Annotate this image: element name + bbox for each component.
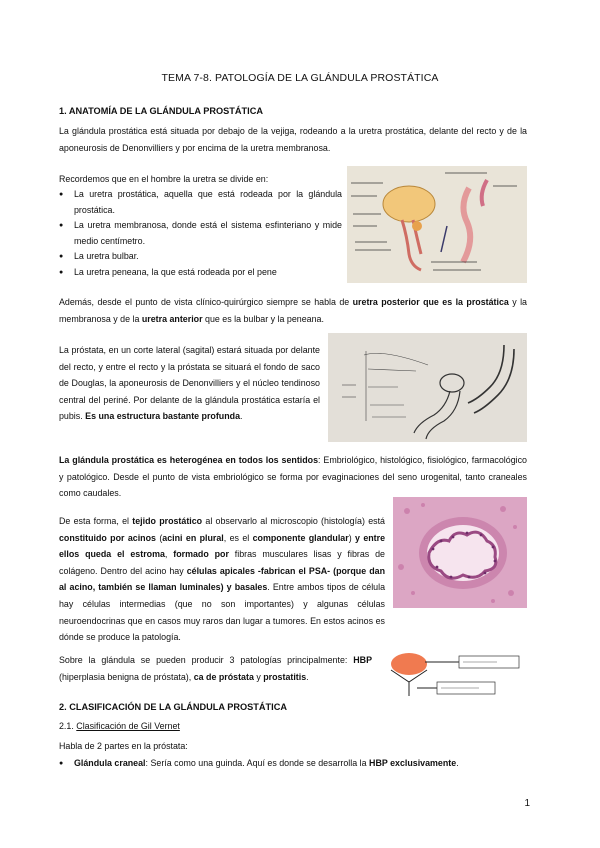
- paragraph-sagittal: La próstata, en un corte lateral (sagital) estará situada por delante del recto, y entre el recto y la próstata se situará el fondo de saco de Douglas, la aponeurosis de Denonvilliers y el núcleo tendinoso central del periné. Por delante de la glándula prostática estaría el pubis. Es una estructura bastante profunda.: [59, 345, 320, 422]
- urethra-diagram-image: [347, 166, 527, 283]
- urethra-list: [59, 187, 342, 281]
- prostate-schematic-icon: [387, 648, 527, 696]
- histology-micrograph-icon: [393, 497, 527, 608]
- parts-list: [59, 756, 527, 772]
- subsection-title: Clasificación de Gil Vernet: [76, 721, 180, 731]
- paragraph-location: La glándula prostática está situada por debajo de la vejiga, rodeando a la uretra prostática, delante del recto y de la aponeurosis de Denonvilliers y por encima de la uretra membranosa.: [59, 126, 527, 153]
- paragraph-urethra-clinical: Además, desde el punto de vista clínico-quirúrgico siempre se habla de uretra posterior que es la prostática y la membranosa y de la uretra anterior que es la bulbar y la peneana.: [59, 297, 527, 324]
- list-item: ● La uretra bulbar.: [59, 249, 342, 265]
- list-item: ● Glándula craneal: Sería como una guinda. Aquí es donde se desarrolla la HBP exclusivamente.: [59, 756, 527, 772]
- page-number: 1: [524, 798, 530, 809]
- section-2-heading: 2. CLASIFICACIÓN DE LA GLÁNDULA PROSTÁTICA: [59, 702, 287, 712]
- subsection-heading: 2.1. Clasificación de Gil Vernet: [59, 721, 180, 731]
- sagittal-sketch-icon: [328, 333, 527, 442]
- list-item: ● La uretra membranosa, donde está el sistema esfinteriano y mide medio centímetro.: [59, 218, 342, 249]
- paragraph-parts: Habla de 2 partes en la próstata:: [59, 741, 188, 751]
- histology-image: [393, 497, 527, 608]
- paragraph-histology-a: De esta forma, el tejido prostático al observarlo al microscopio (histología) está constituido por acinos (acini en plural, es el componente glandular) y entre ellos queda el estroma, formado por fibras musculares lisas y fibras de colágeno. Dentro del acino hay células apicales -fabrican el PSA- (porque dan al acino, también se llaman luminales) y basales. Entre ambos tipos de célula hay células intermedias (que no son importantes) y algunas células neuroendocrinas que en casos muy raros dan lugar a tumores. En estos acinos es dónde se produce la patología.: [59, 516, 386, 643]
- sagittal-diagram-image: [328, 333, 527, 442]
- paragraph-heterogeneous: La glándula prostática es heterogénea en todos los sentidos: Embriológico, histológico, fisiológico, farmacológico y patológico. Desde el punto de vista embriológico se forma por evaginaciones del seno urogenital, tanto craneales como caudales.: [59, 455, 527, 499]
- section-1-heading: 1. ANATOMÍA DE LA GLÁNDULA PROSTÁTICA: [59, 106, 263, 116]
- urethra-intro: Recordemos que en el hombre la uretra se divide en:: [59, 174, 269, 184]
- prostate-schematic-image: [387, 648, 527, 696]
- page-title: TEMA 7-8. PATOLOGÍA DE LA GLÁNDULA PROSTÁTICA: [161, 72, 439, 84]
- urethra-sketch-icon: [347, 166, 527, 283]
- list-item: ● La uretra peneana, la que está rodeada por el pene: [59, 265, 342, 281]
- list-item: ● La uretra prostática, aquella que está rodeada por la glándula prostática.: [59, 187, 342, 218]
- paragraph-pathologies: Sobre la glándula se pueden producir 3 patologías principalmente: HBP (hiperplasia benigna de próstata), ca de próstata y prostatitis.: [59, 655, 372, 682]
